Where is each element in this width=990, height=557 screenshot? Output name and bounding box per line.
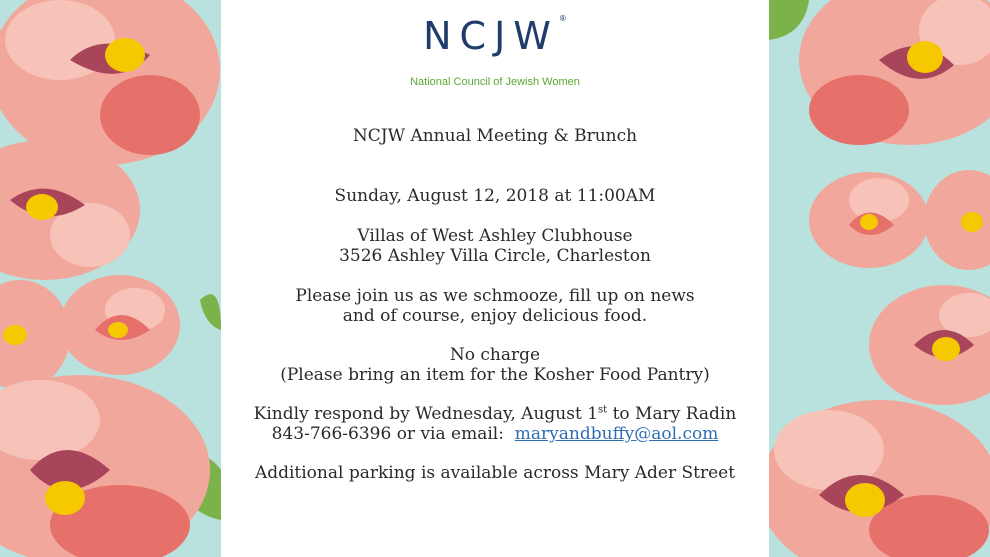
venue-name: Villas of West Ashley Clubhouse <box>357 226 633 246</box>
rsvp-ordinal: st <box>598 404 608 416</box>
flower-icon <box>769 400 990 557</box>
contact-line <box>221 424 769 444</box>
right-floral-panel <box>769 0 990 557</box>
rsvp-prefix: Kindly respond by Wednesday, August 1 <box>253 404 599 424</box>
message-line-1: Please join us as we schmooze, fill up on news <box>295 286 695 306</box>
event-date-time: Sunday, August 12, 2018 at 11:00AM <box>334 186 656 206</box>
invitation-card <box>221 0 769 557</box>
leaf-icon <box>200 294 221 330</box>
message-line-2: and of course, enjoy delicious food. <box>342 306 648 326</box>
flower-icon <box>0 375 210 557</box>
event-title: NCJW Annual Meeting & Brunch <box>352 126 638 146</box>
email-link[interactable]: maryandbuffy@aol.com <box>514 424 719 444</box>
flower-icon <box>799 0 990 145</box>
flower-icon <box>0 0 220 165</box>
parking-note: Additional parking is available across Mary Ader Street <box>254 463 736 483</box>
floral-illustration-right <box>769 0 990 557</box>
flower-icon <box>924 170 990 270</box>
floral-illustration-left <box>0 0 221 557</box>
organization-name: National Council of Jewish Women <box>410 76 580 88</box>
venue-address: 3526 Ashley Villa Circle, Charleston <box>339 246 651 266</box>
rsvp-line <box>221 404 769 424</box>
registered-mark: ® <box>558 14 567 23</box>
rsvp-suffix: to Mary Radin <box>607 404 737 424</box>
flower-icon <box>809 172 929 268</box>
contact-prefix: 843-766-6396 or via email: <box>271 424 504 444</box>
cost-text: No charge <box>449 345 541 365</box>
logo-wordmark: NCJW <box>423 14 559 58</box>
flower-icon <box>0 280 70 390</box>
left-floral-panel <box>0 0 221 557</box>
flower-icon <box>869 285 990 405</box>
leaf-icon <box>769 0 809 40</box>
flower-icon <box>60 275 180 375</box>
ncjw-logo <box>221 14 769 58</box>
cost-note: (Please bring an item for the Kosher Food Pantry) <box>280 365 710 385</box>
